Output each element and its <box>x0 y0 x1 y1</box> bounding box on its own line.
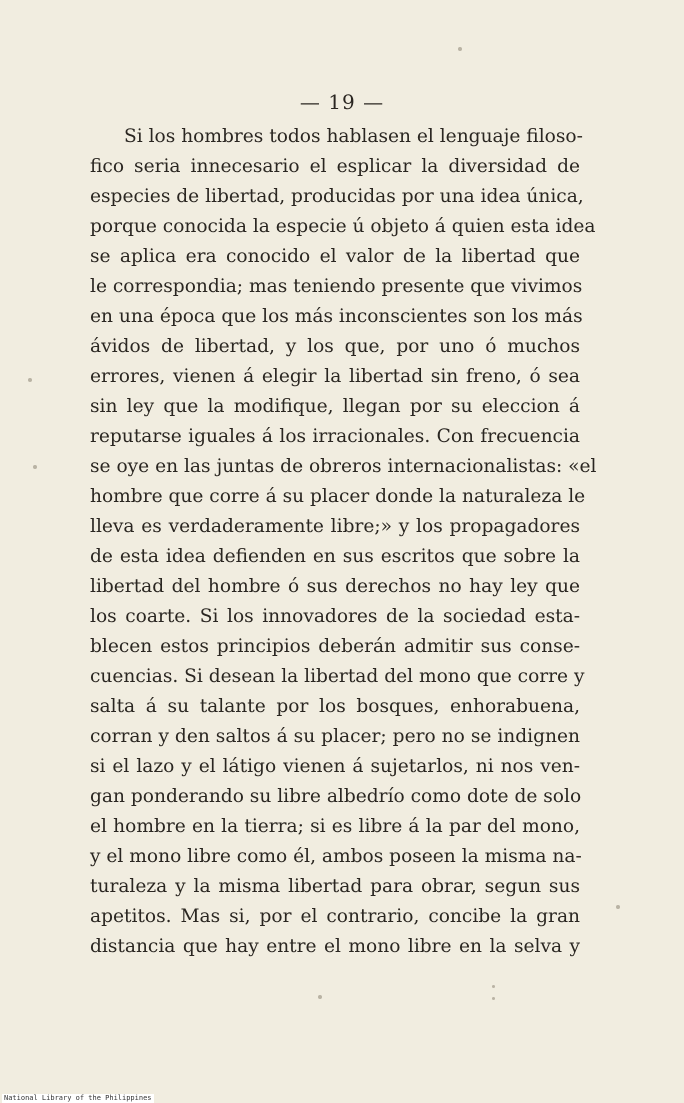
paper-speck <box>616 905 620 909</box>
text-line: fico seria innecesario el esplicar la diversidad de <box>90 156 580 177</box>
text-line: libertad del hombre ó sus derechos no hay ley que <box>90 576 580 597</box>
text-line: porque conocida la especie ú objeto á quien esta idea <box>90 216 596 237</box>
paper-speck <box>33 465 37 469</box>
text-line: ávidos de libertad, y los que, por uno ó muchos <box>90 336 580 357</box>
page-number: — 19 — <box>299 90 385 114</box>
text-line: corran y den saltos á su placer; pero no se indignen <box>90 726 580 747</box>
text-line: reputarse iguales á los irracionales. Con frecuencia <box>90 426 580 447</box>
body-text <box>90 122 597 962</box>
text-line: apetitos. Mas si, por el contrario, concibe la gran <box>90 906 580 927</box>
library-credit: National Library of the Philippines <box>4 1094 152 1102</box>
text-line: hombre que corre á su placer donde la naturaleza le <box>90 486 586 507</box>
text-line: cuencias. Si desean la libertad del mono que corre y <box>90 666 585 687</box>
paper-speck <box>458 47 462 51</box>
text-line: turaleza y la misma libertad para obrar, segun sus <box>90 876 580 897</box>
paper-speck <box>492 985 495 988</box>
text-line: Si los hombres todos hablasen el lenguaje filoso- <box>124 126 583 147</box>
text-line: especies de libertad, producidas por una idea única, <box>90 186 584 207</box>
text-line: le correspondia; mas teniendo presente que vivimos <box>90 276 583 297</box>
text-line: y el mono libre como él, ambos poseen la misma na- <box>90 846 582 867</box>
text-line: de esta idea defienden en sus escritos que sobre la <box>90 546 580 567</box>
text-line: blecen estos principios deberán admitir sus conse- <box>90 636 580 657</box>
text-line: los coarte. Si los innovadores de la sociedad esta- <box>90 606 580 627</box>
text-line: salta á su talante por los bosques, enhorabuena, <box>90 696 580 717</box>
text-line: en una época que los más inconscientes son los más <box>90 306 583 327</box>
paper-speck <box>318 995 322 999</box>
paper-speck <box>28 378 32 382</box>
text-line: se aplica era conocido el valor de la libertad que <box>90 246 580 267</box>
text-line: errores, vienen á elegir la libertad sin freno, ó sea <box>90 366 580 387</box>
text-line: sin ley que la modifique, llegan por su eleccion á <box>90 396 580 417</box>
text-line: si el lazo y el látigo vienen á sujetarlos, ni nos ven- <box>90 756 580 777</box>
paper-speck <box>492 997 495 1000</box>
text-line: gan ponderando su libre albedrío como dote de solo <box>90 786 582 807</box>
text-line: se oye en las juntas de obreros internacionalistas: «el <box>90 456 597 477</box>
text-line: el hombre en la tierra; si es libre á la par del mono, <box>90 816 580 837</box>
text-line: lleva es verdaderamente libre;» y los propagadores <box>90 516 580 537</box>
text-line: distancia que hay entre el mono libre en la selva y <box>90 936 580 957</box>
